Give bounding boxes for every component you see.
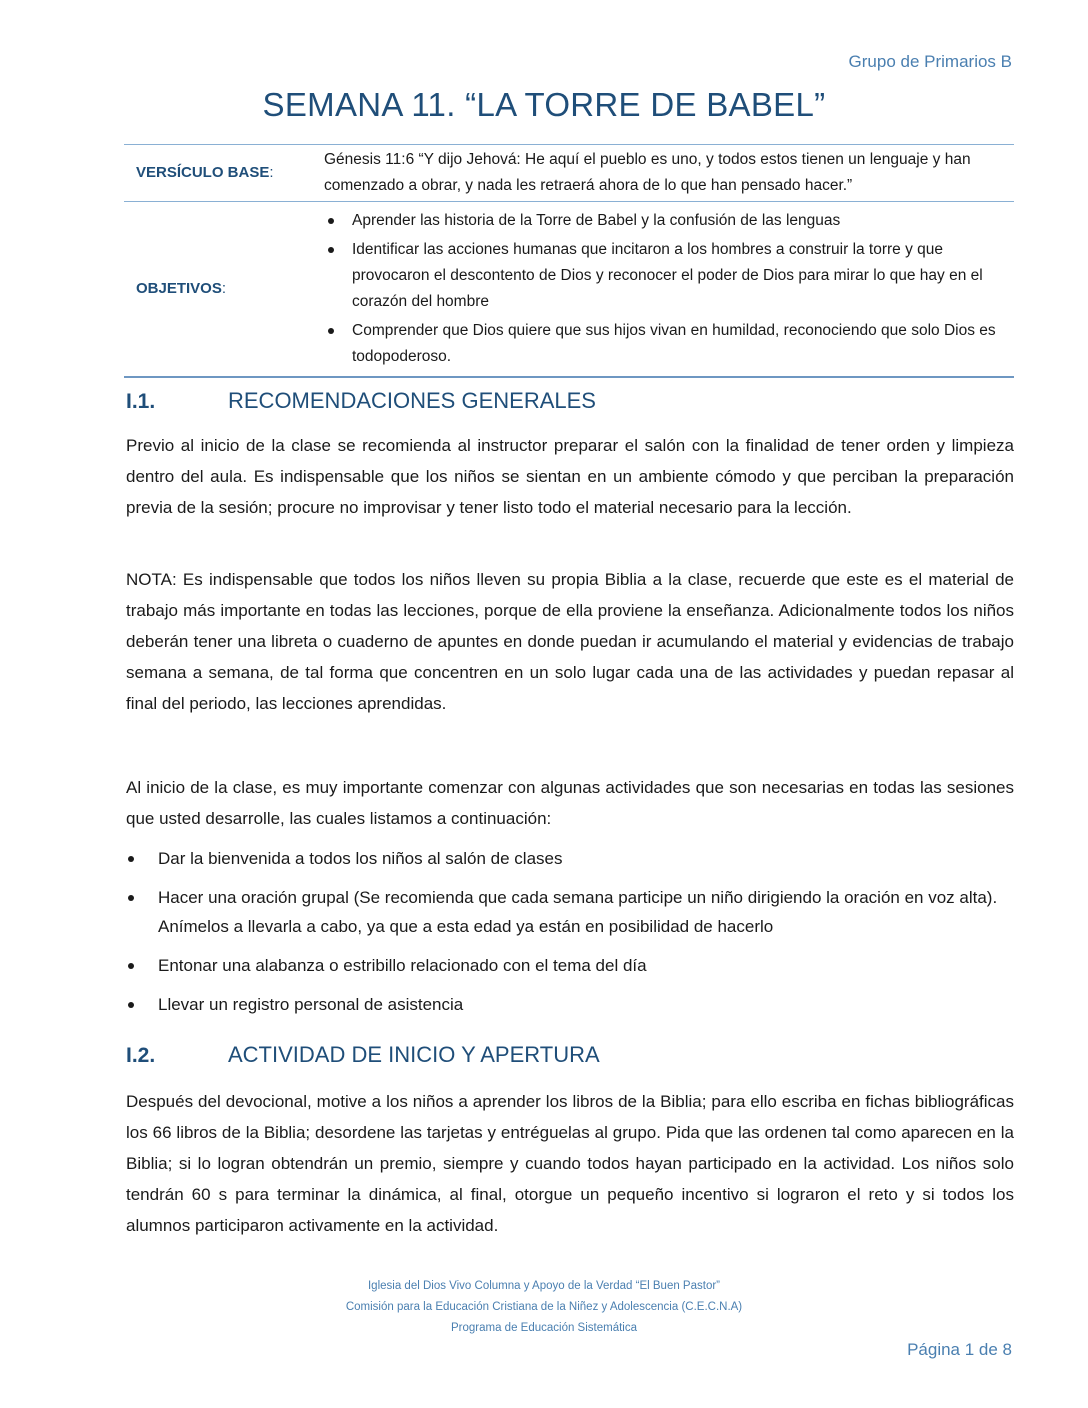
footer-line: Iglesia del Dios Vivo Columna y Apoyo de la Verdad “El Buen Pastor”: [367, 1280, 720, 1292]
objectives-label-cell: OBJETIVOS:: [124, 202, 324, 378]
paragraph-activity: Después del devocional, motive a los niños a aprender los libros de la Biblia; para ello escriba en fichas bibliográficas los 66 libros de la Biblia; desordene las tarjetas y entréguelas al grupo. Pida que las ordenen tal como aparecen en la Biblia; si lo logran obtendrán un premio, siempre y cuando todos hayan participado en la actividad. Los niños solo tendrán 60 s para terminar la dinámica, al final, otorgue un pequeño incentivo si lograron el reto y si todos los alumnos participaron activamente en la actividad.: [126, 1092, 1014, 1235]
section-number: I.2.: [126, 1044, 156, 1067]
footer: [0, 1276, 1088, 1339]
note-paragraph: [126, 564, 1014, 719]
objectives-list: [324, 208, 1014, 370]
verse-text: Génesis 11:6 “Y dijo Jehová: He aquí el pueblo es uno, y todos estos tienen un lenguaje y han comenzado a obrar, y nada les retraerá ahora de lo que han pensado hacer.”: [324, 145, 1014, 202]
list-item: Entonar una alabanza o estribillo relacionado con el tema del día: [126, 951, 1014, 980]
page-title: SEMANA 11. “LA TORRE DE BABEL”: [262, 86, 826, 123]
footer-line: Programa de Educación Sistemática: [450, 1322, 637, 1334]
info-table: [124, 144, 1014, 378]
activities-list: [126, 844, 1014, 1019]
section-heading-actividad: [126, 1042, 600, 1068]
header-group-name: Grupo de Primarios B: [848, 52, 1012, 71]
list-item: Llevar un registro personal de asistencia: [126, 990, 1014, 1019]
paragraph-recommendations: Previo al inicio de la clase se recomienda al instructor preparar el salón con la finalidad de tener orden y limpieza dentro del aula. Es indispensable que los niños se sientan en un ambiente cómodo y que perciban la preparación previa de la sesión; procure no improvisar y tener listo todo el material necesario para la lección.: [126, 436, 1014, 517]
objective-item: Comprender que Dios quiere que sus hijos vivan en humildad, reconociendo que solo Dios es todopoderoso.: [324, 318, 1014, 370]
note-label: NOTA: [126, 570, 172, 589]
list-item: Dar la bienvenida a todos los niños al salón de clases: [126, 844, 1014, 873]
verse-row: [124, 145, 1014, 202]
objectives-row: [124, 202, 1014, 378]
footer-line: Comisión para la Educación Cristiana de la Niñez y Adolescencia (C.E.C.N.A): [345, 1301, 743, 1313]
objective-item: Identificar las acciones humanas que incitaron a los hombres a construir la torre y que provocaron el descontento de Dios y reconocer el poder de Dios para mirar lo que hay en el corazón del hombre: [324, 237, 1014, 315]
objectives-label: OBJETIVOS: [136, 280, 222, 297]
paragraph-intro-activities: Al inicio de la clase, es muy importante comenzar con algunas actividades que son necesarias en todas las sesiones que usted desarrolle, las cuales listamos a continuación:: [126, 778, 1014, 828]
section-title: RECOMENDACIONES GENERALES: [228, 388, 596, 413]
section-title: ACTIVIDAD DE INICIO Y APERTURA: [228, 1042, 600, 1067]
objectives-cell: [324, 202, 1014, 378]
note-text: : Es indispensable que todos los niños lleven su propia Biblia a la clase, recuerde que este es el material de trabajo más importante en todas las lecciones, porque de ella proviene la enseñanza. Adicionalmente todos los niños deberán tener una libreta o cuaderno de apuntes en donde puedan ir acumulando el material y evidencias de trabajo semana a semana, de tal forma que concentren en un solo lugar cada una de las actividades y puedan repasar al final del periodo, las lecciones aprendidas.: [126, 570, 1014, 713]
section-heading-recomendaciones: [126, 388, 596, 414]
verse-label-cell: VERSÍCULO BASE:: [124, 145, 324, 202]
list-item: Hacer una oración grupal (Se recomienda que cada semana participe un niño dirigiendo la oración en voz alta). Anímelos a llevarla a cabo, ya que a esta edad ya están en posibilidad de hacerlo: [126, 883, 1014, 941]
verse-label: VERSÍCULO BASE: [136, 164, 270, 181]
objective-item: Aprender las historia de la Torre de Babel y la confusión de las lenguas: [324, 208, 1014, 234]
page-number: Página 1 de 8: [907, 1340, 1012, 1359]
section-number: I.1.: [126, 390, 156, 413]
